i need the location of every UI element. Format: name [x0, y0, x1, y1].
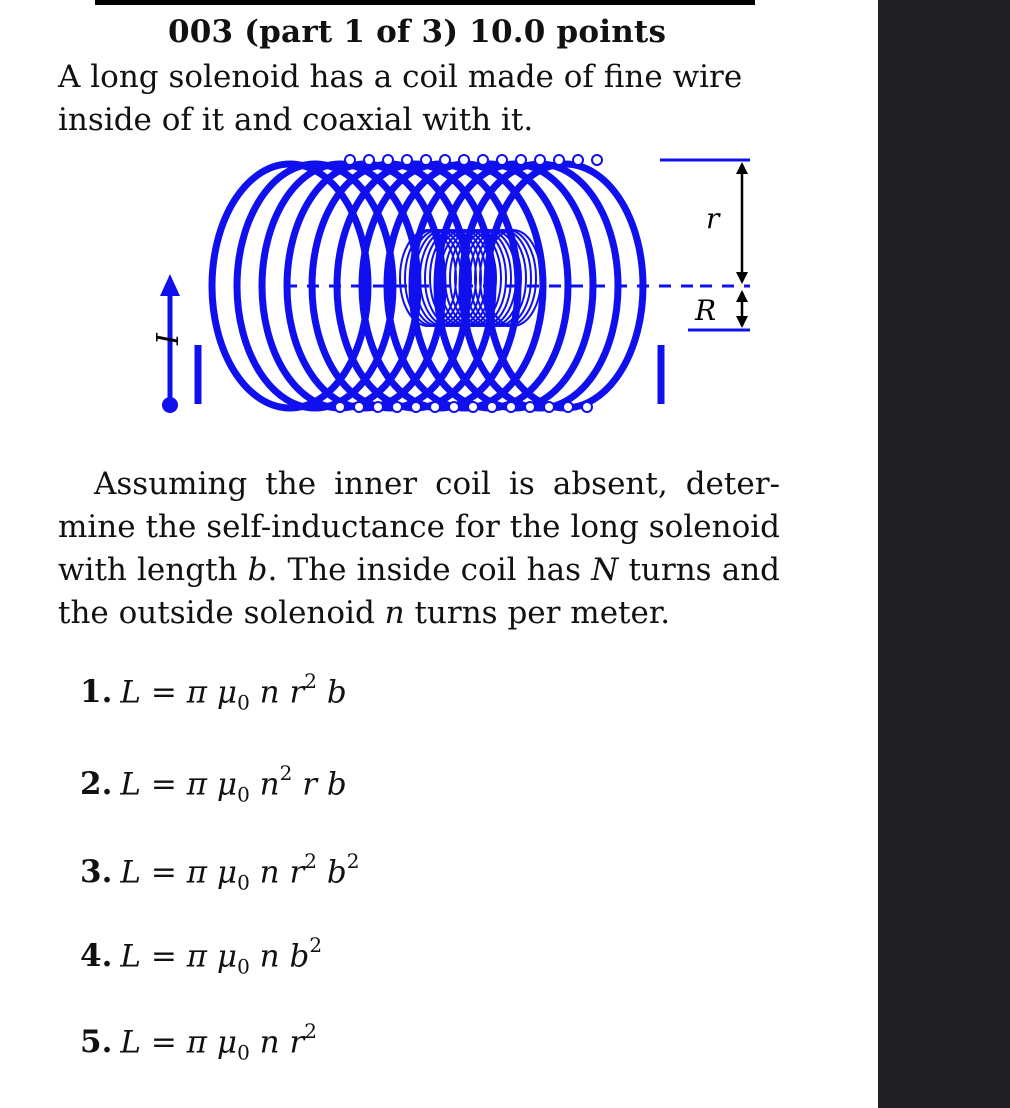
wire-into-page-mark — [459, 155, 469, 165]
wire-out-of-page-mark — [373, 402, 383, 412]
question-header: 003 (part 1 of 3) 10.0 points — [168, 14, 667, 50]
wire-into-page-mark — [497, 155, 507, 165]
question-body — [58, 463, 780, 635]
wire-out-of-page-mark — [544, 402, 554, 412]
dark-side-panel — [878, 0, 1010, 1108]
wire-into-page-mark — [478, 155, 488, 165]
wire-into-page-mark — [516, 155, 526, 165]
current-label: I — [151, 333, 186, 345]
solenoid-figure — [140, 140, 770, 440]
wire-out-of-page-mark — [582, 402, 592, 412]
answer-option-2[interactable]: 2. L = π $\mu_0$ $n^2$ r b — [80, 761, 347, 807]
answer-option-5[interactable]: 5. L = π $\mu_0$ n $r^2$ — [80, 1019, 318, 1065]
wire-into-page-mark — [592, 155, 602, 165]
wire-into-page-mark — [364, 155, 374, 165]
wire-into-page-mark — [440, 155, 450, 165]
variable-b: b — [247, 552, 268, 588]
radius-r-label: r — [706, 202, 720, 235]
wire-into-page-mark — [383, 155, 393, 165]
question-body-text-4: turns per meter. — [404, 595, 671, 631]
answer-option-1[interactable]: 1. L = π $\mu_0$ n $r^2$ b — [80, 669, 347, 715]
question-body-text-1: Assuming the inner coil is absent, deter-mine the self-inductance for the long solenoid with length — [58, 466, 780, 588]
radius-R-label: R — [695, 294, 717, 327]
wire-into-page-mark — [402, 155, 412, 165]
wire-into-page-mark — [345, 155, 355, 165]
wire-out-of-page-mark — [563, 402, 573, 412]
question-body-text-2: . The inside coil has — [267, 552, 592, 588]
wire-out-of-page-mark — [411, 402, 421, 412]
question-intro: A long solenoid has a coil made of fine wire inside of it and coaxial with it. — [58, 59, 743, 138]
wire-out-of-page-mark — [335, 402, 345, 412]
current-arrow-head — [160, 274, 180, 296]
wire-out-of-page-mark — [506, 402, 516, 412]
wire-out-of-page-mark — [449, 402, 459, 412]
wire-into-page-mark — [535, 155, 545, 165]
wire-out-of-page-mark — [392, 402, 402, 412]
wire-out-of-page-mark — [525, 402, 535, 412]
dim-R-arrowhead-top — [736, 290, 748, 302]
wire-out-of-page-mark — [354, 402, 364, 412]
top-rule — [95, 0, 755, 5]
answer-option-3[interactable]: 3. L = π $\mu_0$ n $r^2$ $b^2$ — [80, 849, 360, 895]
dim-r-arrowhead-bottom — [736, 272, 748, 284]
answer-option-4[interactable]: 4. L = π $\mu_0$ n $b^2$ — [80, 933, 323, 979]
dim-r-arrowhead-top — [736, 162, 748, 174]
variable-N: N — [591, 552, 619, 588]
wire-into-page-mark — [554, 155, 564, 165]
wire-out-of-page-mark — [487, 402, 497, 412]
dim-R-arrowhead-bottom — [736, 316, 748, 328]
wire-out-of-page-mark — [468, 402, 478, 412]
wire-into-page-mark — [573, 155, 583, 165]
question-body-text-3: turns and the outside solenoid — [58, 552, 781, 631]
wire-out-of-page-mark — [430, 402, 440, 412]
variable-n: n — [384, 595, 405, 631]
wire-into-page-mark — [421, 155, 431, 165]
